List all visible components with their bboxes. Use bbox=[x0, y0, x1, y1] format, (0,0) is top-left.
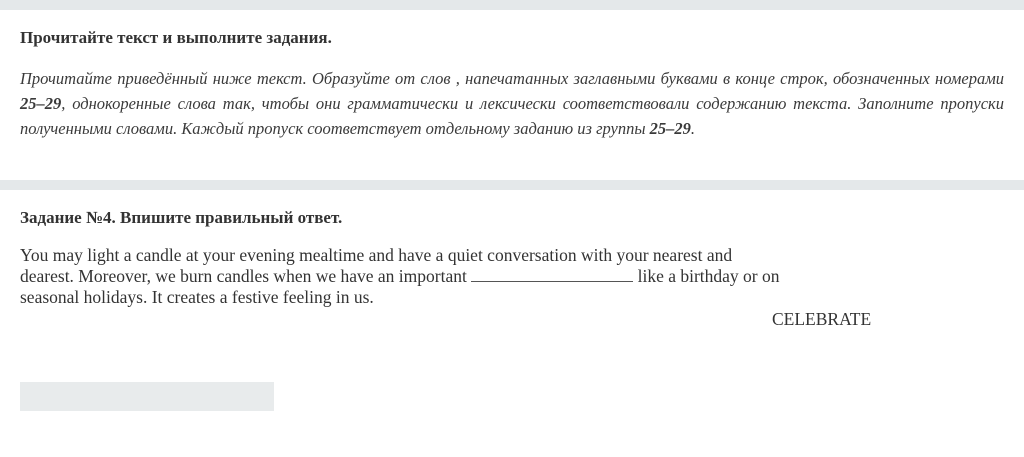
instructions-text-part1: Прочитайте приведённый ниже текст. Образуйте от слов , напечатанных заглавными буквами в конце строк, обозначенных номерами bbox=[20, 69, 1004, 88]
answer-input[interactable] bbox=[20, 382, 274, 411]
top-divider-bar bbox=[0, 0, 1024, 10]
task-text bbox=[20, 245, 780, 308]
keyword-label: CELEBRATE bbox=[772, 309, 872, 329]
instructions-section bbox=[20, 28, 1004, 141]
instructions-range-1: 25–29 bbox=[20, 94, 62, 113]
answer-gap-blank bbox=[471, 267, 633, 282]
instructions-text-part2: , однокоренные слова так, чтобы они грамматически и лексически соответствовали содержанию текста. Заполните пропуски полученными словами. Каждый пропуск соответствует отдельному заданию из группы bbox=[20, 94, 1004, 138]
task-section bbox=[20, 208, 1004, 308]
instructions-text bbox=[20, 66, 1004, 141]
instructions-heading: Прочитайте текст и выполните задания. bbox=[20, 28, 332, 47]
section-divider-bar bbox=[0, 180, 1024, 190]
task-text-after-blank: like a birthday or on seasonal holidays. It creates a festive feeling in us. bbox=[20, 266, 780, 307]
task-heading: Задание №4. Впишите правильный ответ. bbox=[20, 208, 343, 227]
instructions-text-part3: . bbox=[690, 119, 696, 138]
task-text-before-blank: You may light a candle at your evening mealtime and have a quiet conversation with your nearest and dearest. Moreover, we burn candles when we have an important bbox=[20, 245, 733, 286]
instructions-range-2: 25–29 bbox=[649, 119, 691, 138]
